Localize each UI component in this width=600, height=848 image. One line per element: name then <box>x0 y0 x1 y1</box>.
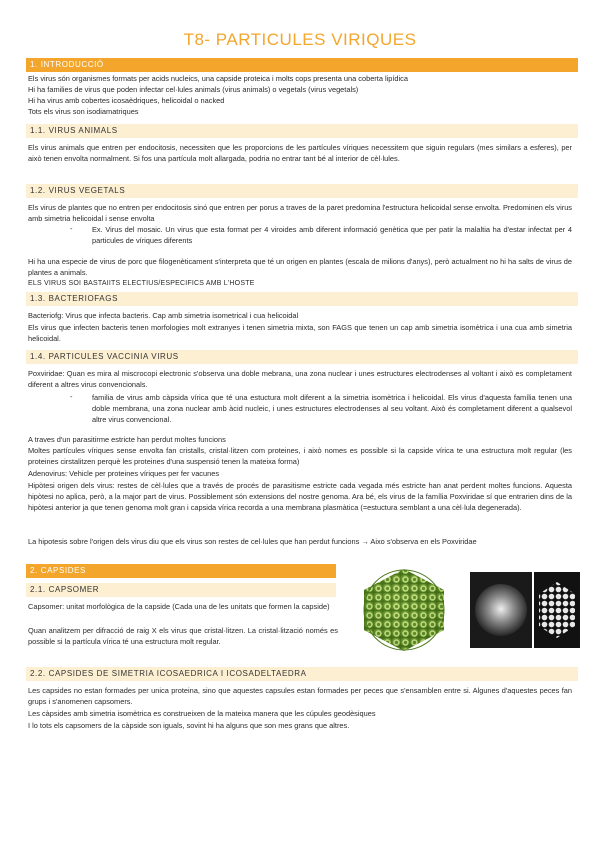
section-header-virus-animals: 1.1. VIRUS ANIMALS <box>26 124 578 138</box>
icosahedral-virus-image <box>338 566 470 654</box>
section-header-vaccinia: 1.4. PARTICULES VACCINIA VIRUS <box>26 350 578 364</box>
intro-line-1: Els virus són organismes formats per acids nucleics, una capside proteica i molts cops presenta una coberta lipídica <box>28 74 408 83</box>
section-header-capsomer: 2.1. CAPSOMER <box>26 583 336 597</box>
capsides-paragraph-2: Les càpsides amb simetria isomètrica es construeixen de la mateixa manera que les cúpules geodèsiques <box>28 709 376 718</box>
vaccinia-paragraph-5: Hipòtesi origen dels virus: restes de cèl·lules que a través de procés de parasitisme estricte cada vegada més estricte han anat perdent moltes funcions. Aquesta hipòtesi no aplica, però, a la major part de virus. Possiblement són extensions del nostre genoma. Ara bé, els virus de la família Poxviridae sí que entrarien dins de la hipòtesi anterior ja que tenen genoma molt gran i capsida vírica recorda a una membrana plasmàtica (=estuctura semblant a una cèl·lula degenerada). <box>28 481 572 512</box>
vaccinia-paragraph-2: A traves d'un parasitirme estricte han perdut moltes funcions <box>28 435 226 444</box>
virus-vegetals-bullet: Ex. Virus del mosaic. Un virus que esta format per 4 viroides amb diferent informació genètica que per patir la malaltia ha d'estar infectat per 4 particules de víriques diferents <box>92 225 572 245</box>
section-header-introduccio: 1. INTRODUCCIÓ <box>26 58 578 72</box>
section-header-bacteriofags: 1.3. BACTERIOFAGS <box>26 292 578 306</box>
virus-vegetals-caps-note: ELS VIRUS SOI BASTAIITS ELECTIUS/ESPECIFICS AMB L'HOSTE <box>28 280 255 287</box>
capsides-paragraph-3: I lo tots els capsomers de la càpside son iguals, sovint hi ha alguns que son mes grans que altres. <box>28 721 350 730</box>
bacteriofags-paragraph-1: Bacteriofg: Virus que infecta bacteris. Cap amb simetria isometrical i cua helicoidal <box>28 311 299 320</box>
section-header-virus-vegetals: 1.2. VIRUS VEGETALS <box>26 184 578 198</box>
page-title: T8- PARTICULES VIRIQUES <box>183 30 417 49</box>
vaccinia-bullet: familia de virus amb càpsida vírica que té una estuctura molt diferent a la simetria isomètrica i helicoidal. Els virus d'aquesta família tenen una doble membrana, una zona nuclear amb àcid nucleic, i unes estructures electrodenses al seu voltant. Això és completament diferent a qualsevol altre virus convencional. <box>92 393 572 424</box>
bullet-dash: - <box>70 224 73 233</box>
electron-micrograph-image <box>470 572 532 648</box>
vaccinia-paragraph-3: Moltes partícules víriques sense envolta fan cristalls, cristal·litzen com proteines, i això nomes es possible si la capside vírica te una estructura molt regular (les proteines cirstalitzen perquè les proteines d'una suspensió tenen la mateixa forma) <box>28 446 572 466</box>
intro-line-3: Hi ha virus amb cobertes icosaèdriques, helicoidal o nacked <box>28 96 225 105</box>
virus-vegetals-paragraph-2: Hi ha una especie de virus de porc que filogenèticament s'interpreta que té un origen en plantes (escala de milions d'anys), però actualment no hi ha salts de virus de plantes a animals. <box>28 257 572 277</box>
capsomer-paragraph-2: Quan analitzem per difracció de raig X els virus que cristal·litzen. La cristal·lització només es possible si la partícula vírica té una estructura molt regular. <box>28 626 338 646</box>
bacteriofags-paragraph-2: Els virus que infecten bacteris tenen morfologies molt extranyes i tenen simetria mixta, son FAGS que tenen un cap amb simetria isomètrica i una cua amb simetria helicoidal. <box>28 323 572 343</box>
capsomer-paragraph-1: Capsomer: unitat morfològica de la capside (Cada una de les unitats que formen la capside) <box>28 602 330 611</box>
virus-vegetals-paragraph-1: Els virus de plantes que no entren per endocitosis sinó que entren per porus a traves de la paret predomina l'estructura helicoidal sense envolta. Predominen els virus amb simetria helicoidal i sense envolta <box>28 203 572 223</box>
vaccinia-paragraph-6: La hipotesis sobre l'origen dels virus diu que els virus son restes de cel·lules que han perdut funcions → Aixo s'observa en els Poxviridae <box>28 537 477 546</box>
section-header-simetria-icosaedrica: 2.2. CAPSIDES DE SIMETRIA ICOSAEDRICA I ICOSADELTAEDRA <box>26 667 578 681</box>
capsomer-model-image <box>534 572 580 648</box>
intro-line-2: Hi ha families de virus que poden infectar cel·lules animals (virus animals) o vegetals (virus vegetals) <box>28 85 359 94</box>
vaccinia-paragraph-1: Poxviridae: Quan es mira al miscrocopi electronic s'observa una doble mebrana, una zona nuclear i unes estructures electrodenses al voltant i això es completament diferent a altres virus convencionals. <box>28 369 572 389</box>
section-header-capsides: 2. CAPSIDES <box>26 564 336 578</box>
capsides-paragraph-1: Les capsides no estan formades per unica proteina, sino que aquestes capsules estan formades per peces que s'ensamblen entre si. Algunes d'aquestes peces fan grups i s'anomenen capsomers. <box>28 686 572 706</box>
intro-line-4: Tots els virus son isodiamatriques <box>28 107 139 116</box>
bullet-dash: - <box>70 392 73 401</box>
virus-animals-paragraph: Els virus animals que entren per endocitosis, necessiten que les proporcions de les partícules víriques necessitem que siguin regulars (mes similars a esferes), per això tenen envolta normalment. Si fos una partícula molt allargada, podria no entrar tant bé al interior de cèl·lules. <box>28 143 572 163</box>
vaccinia-paragraph-4: Adenovirus: Vehicle per proteines víriques per fer vacunes <box>28 469 220 478</box>
